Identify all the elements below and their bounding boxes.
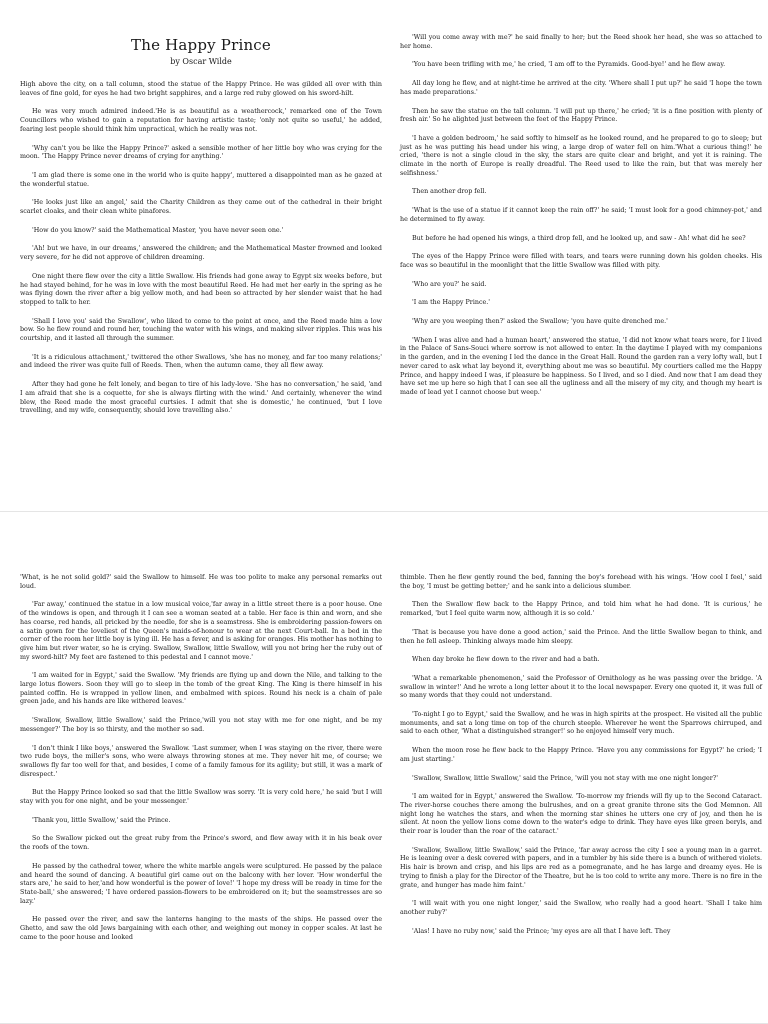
paragraph: When the moon rose he flew back to the Happy Prince. 'Have you any commissions for Egypt?' he cried; 'I am just starting.' <box>400 747 762 763</box>
paragraph: 'Far away,' continued the statue in a low musical voice,'far away in a little street there is a poor house. One of the windows is open, and through it I can see a woman seated at a table. Her face is thin and worn, and she has coarse, red hands, all pricked by the needle, for she is a seamstress. She is embroidering passion-fowers on a satin gown for the loveliest of the Queen's maids-of-honour to wear at the next Court-ball. In a bed in the corner of the room her little boy is lying ill. He has a fever, and is asking for oranges. His mother has nothing to give him but river water, so he is crying. Swallow, Swallow, little Swallow, will you not bring her the ruby out of my sword-hilt? My feet are fastened to this pedestal and I cannot move.' <box>20 601 382 661</box>
paragraph: 'What a remarkable phenomenon,' said the Professor of Ornithology as he was passing over the bridge. 'A swallow in winter!' And he wrote a long letter about it to the local newspaper. Every one quoted it, it was full of so many words that they could not understand. <box>400 674 762 700</box>
paragraph: 'Who are you?' he said. <box>412 280 487 288</box>
paragraph: 'Shall I love you' said the Swallow', who liked to come to the point at once, and the Reed made him a low bow. So he flew round and round her, touching the water with his wings, and making silver ripples. This was his courtship, and it lasted all through the summer. <box>20 317 382 343</box>
paragraph: 'I don't think I like boys,' answered the Swallow. 'Last summer, when I was staying on the river, there were two rude boys, the miller's sons, who were always throwing stones at me. They never hit me, of course; we swallows fly far too well for that, and besides, I come of a family famous for its agility; but still, it was a mark of disrespect.' <box>20 744 382 778</box>
paragraph: 'Why are you weeping then?' asked the Swallow; 'you have quite drenched me.' <box>412 318 668 326</box>
page-2 <box>0 512 768 1024</box>
paragraph: 'To-night I go to Egypt,' said the Swallow, and he was in high spirits at the prospect. He visited all the public monuments, and sat a long time on top of the church steeple. Wherever he went the Sparrows chirruped, and said to each other, 'What a distinguished stranger!' so he enjoyed himself very much. <box>400 711 762 736</box>
paragraph: When day broke he flew down to the river and had a bath. <box>412 656 600 664</box>
paragraph: 'I am waited for in Egypt,' said the Swallow. 'My friends are flying up and down the Nile, and talking to the large lotus flowers. Soon they will go to sleep in the tomb of the great King. The King is there himself in his painted coffin. He is wrapped in yellow linen, and embalmed with spices. Round his neck is a chain of pale green jade, and his hands are like withered leaves.' <box>20 672 382 706</box>
paragraph: 'What, is he not solid gold?' said the Swallow to himself. He was too polite to make any personal remarks out loud. <box>20 574 382 590</box>
paragraph: 'Alas! I have no ruby now,' said the Prince; 'my eyes are all that I have left. They <box>412 927 671 935</box>
paragraph: All day long he flew, and at night-time he arrived at the city. 'Where shall I put up?' he said 'I hope the town has made preparations.' <box>400 80 762 96</box>
page-2-left-column <box>20 574 382 953</box>
page-2-right-column <box>400 574 762 946</box>
paragraph: 'That is because you have done a good action,' said the Prince. And the little Swallow began to think, and then he fell asleep. Thinking always made him sleepy. <box>400 628 762 645</box>
paragraph: 'I am waited for in Egypt,' answered the Swallow. 'To-morrow my friends will fly up to the Second Cataract. The river-horse couches there among the bulrushes, and on a great granite throne sits the God Memnon. All night long he watches the stars, and when the morning star shines he utters one cry of joy, and then he is silent. At noon the yellow lions come down to the water's edge to drink. They have eyes like green beryls, and their roar is louder than the roar of the cataract.' <box>400 793 762 836</box>
paragraph: But the Happy Prince looked so sad that the little Swallow was sorry. 'It is very cold here,' he said 'but I will stay with you for one night, and be your messenger.' <box>20 789 382 806</box>
paragraph: High above the city, on a tall column, stood the statue of the Happy Prince. He was gilded all over with thin leaves of fine gold, for eyes he had two bright sapphires, and a large red ruby glowed on his sword-hilt. <box>20 81 382 97</box>
paragraph: 'You have been trifling with me,' he cried, 'I am off to the Pyramids. Good-bye!' and he flew away. <box>412 61 726 69</box>
paragraph: 'Why can't you be like the Happy Prince?' asked a sensible mother of her little boy who was crying for the moon. 'The Happy Prince never dreams of crying for anything.' <box>20 144 382 161</box>
paragraph: 'Swallow, Swallow, little Swallow,' said the Prince, 'far away across the city I see a young man in a garret. He is leaning over a desk covered with papers, and in a tumbler by his side there is a bunch of withered violets. His hair is brown and crisp, and his lips are red as a pomegranate, and he has large and dreamy eyes. He is trying to finish a play for the Director of the Theatre, but he is too cold to write any more. There is no fire in the grate, and hunger has made him faint.' <box>400 846 762 889</box>
paragraph: He was very much admired indeed.'He is as beautiful as a weathercock,' remarked one of the Town Councillors who wished to gain a reputation for having artistic taste; 'only not quite so useful,' he added, fearing lest people should think him unpractical, which he really was not. <box>20 108 382 133</box>
paragraph: So the Swallow picked out the great ruby from the Prince's sword, and flew away with it in his beak over the roofs of the town. <box>20 835 382 852</box>
document-byline: by Oscar Wilde <box>170 57 232 66</box>
paragraph: 'When I was alive and had a human heart,' answered the statue, 'I did not know what tears were, for I lived in the Palace of Sans-Souci where sorrow is not allowed to enter. In the daytime I played with my companions in the garden, and in the evening I led the dance in the Great Hall. Round the garden ran a very lofty wall, but I never cared to ask what lay beyond it, everything about me was so beautiful. My courtiers called me the Happy Prince, and happy indeed I was, if pleasure be happiness. So I lived, and so I died. And now that I am dead they have set me up here so high that I can see all the ugliness and all the misery of my city, and though my heart is made of lead yet I cannot choose but weep.' <box>400 336 762 396</box>
paragraph: After they had gone he felt lonely, and began to tire of his lady-love. 'She has no conversation,' he said, 'and I am afraid that she is a coquette, for she is always flirting with the wind.' And certainly, whenever the wind blew, the Reed made the most graceful curtsies. I admit that she is domestic,' he continued, 'but I love travelling, and my wife, consequently, should love travelling also.' <box>20 381 382 415</box>
paragraph: 'I have a golden bedroom,' he said softly to himself as he looked round, and he prepared to go to sleep; but just as he was putting his head under his wing, a large drop of water fell on him.'What a curious thing!' he cried, 'there is not a single cloud in the sky, the stars are quite clear and bright, and yet it is raining. The climate in the north of Europe is really dreadful. The Reed used to like the rain, but that was merely her selfishness.' <box>400 134 762 177</box>
paragraph: 'What is the use of a statue if it cannot keep the rain off?' he said; 'I must look for a good chimney-pot,' and he determined to fly away. <box>400 207 762 223</box>
paragraph: He passed over the river, and saw the lanterns hanging to the masts of the ships. He passed over the Ghetto, and saw the old Jews bargaining with each other, and weighing out money in copper scales. At last he came to the poor house and looked <box>20 916 382 941</box>
paragraph: He passed by the cathedral tower, where the white marble angels were sculptured. He passed by the palace and heard the sound of dancing. A beautiful girl came out on the balcony with her lover. 'How wonderful the stars are,' he said to her,'and how wonderful is the power of love!' 'I hope my dress will be ready in time for the State-ball,' she answered; 'I have ordered passion-flowers to be embroidered on it; but the seamstresses are so lazy.' <box>20 862 382 905</box>
paragraph: But before he had opened his wings, a third drop fell, and he looked up, and saw - Ah! what did he see? <box>412 234 746 242</box>
paragraph: thimble. Then he flew gently round the bed, fanning the boy's forehead with his wings. 'How cool I feel,' said the boy, 'I must be getting better;' and he sank into a delicious slumber. <box>400 574 762 590</box>
paragraph: Then the Swallow flew back to the Happy Prince, and told him what he had done. 'It is curious,' he remarked, 'but I feel quite warm now, although it is so cold.' <box>400 601 762 618</box>
paragraph: Then he saw the statue on the tall column. 'I will put up there,' he cried; 'it is a fine position with plenty of fresh air.' So he alighted just between the feet of the Happy Prince. <box>400 107 762 124</box>
paragraph: 'I am glad there is some one in the world who is quite happy', muttered a disappointed man as he gazed at the wonderful statue. <box>20 171 382 188</box>
paragraph: 'How do you know?' said the Mathematical Master, 'you have never seen one.' <box>32 226 284 234</box>
page-1-left-column <box>20 36 382 426</box>
paragraph: The eyes of the Happy Prince were filled with tears, and tears were running down his golden cheeks. His face was so beautiful in the moonlight that the little Swallow was filled with pity. <box>400 253 762 269</box>
paragraph: 'He looks just like an angel,' said the Charity Children as they came out of the cathedral in their bright scarlet cloaks, and their clean white pinafores. <box>20 199 382 216</box>
page-1-right-column <box>400 34 762 408</box>
paragraph: 'Thank you, little Swallow,' said the Prince. <box>32 816 171 824</box>
paragraph: 'It is a ridiculous attachment,' twittered the other Swallows, 'she has no money, and far too many relations;' and indeed the river was quite full of Reeds. Then, when the autumn came, they all flew away. <box>20 353 382 370</box>
paragraph: 'I am the Happy Prince.' <box>412 299 491 307</box>
paragraph: 'Will you come away with me?' he said finally to her; but the Reed shook her head, she was so attached to her home. <box>400 34 762 50</box>
paragraph: 'Swallow, Swallow, little Swallow,' said the Prince,'will you not stay with me for one night, and be my messenger?' The boy is so thirsty, and the mother so sad. <box>20 717 382 733</box>
paragraph: 'Swallow, Swallow, little Swallow,' said the Prince, 'will you not stay with me one night longer?' <box>412 774 718 782</box>
paragraph: 'I will wait with you one night longer,' said the Swallow, who really had a good heart. 'Shall I take him another ruby?' <box>400 900 762 916</box>
document-title: The Happy Prince <box>131 36 271 54</box>
paragraph: Then another drop fell. <box>412 188 487 196</box>
paragraph: 'Ah! but we have, in our dreams,' answered the children; and the Mathematical Master frowned and looked very severe, for he did not approve of children dreaming. <box>20 245 382 262</box>
paragraph: One night there flew over the city a little Swallow. His friends had gone away to Egypt six weeks before, but he had stayed behind, for he was in love with the most beautiful Reed. He had met her early in the spring as he was flying down the river after a big yellow moth, and had been so attracted by her slender waist that he had stopped to talk to her. <box>20 272 382 306</box>
